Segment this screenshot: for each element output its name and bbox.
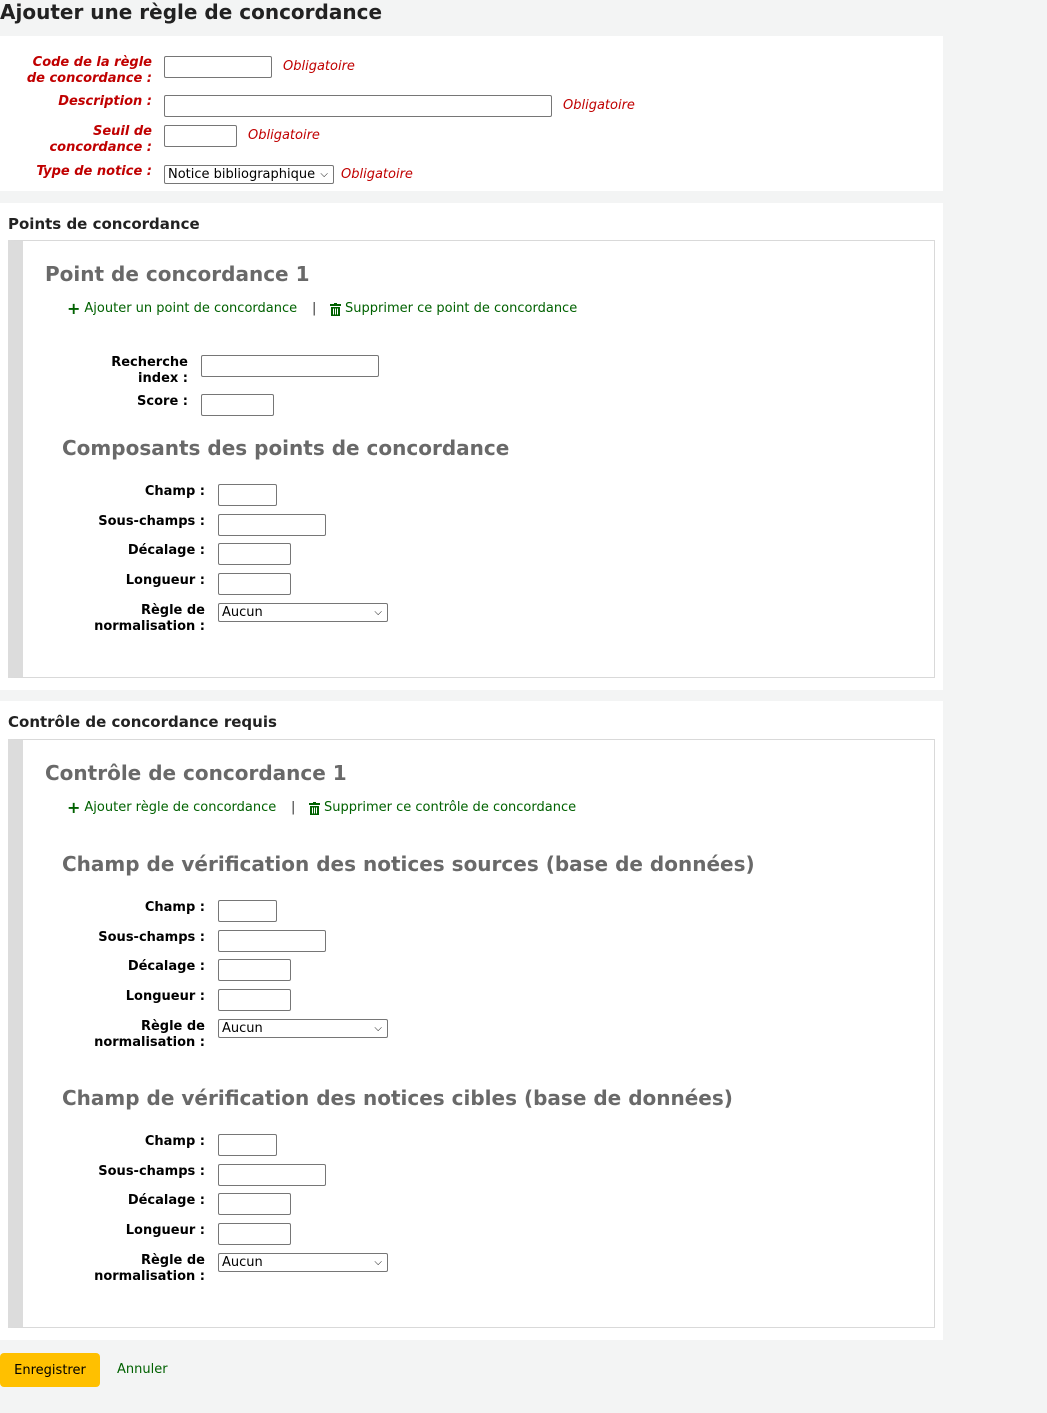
source-subfields-input[interactable]	[218, 930, 326, 952]
record-type-value: Notice bibliographique	[168, 167, 316, 182]
plus-icon: +	[67, 798, 81, 817]
search-index-input[interactable]	[201, 355, 379, 377]
source-offset-label: Décalage :	[127, 959, 205, 974]
description-input[interactable]	[164, 95, 552, 117]
chevron-down-icon: ⌵	[374, 1023, 382, 1034]
matchchecks-heading: Contrôle de concordance requis	[8, 713, 277, 731]
score-label: Score :	[137, 394, 188, 409]
subfields-input[interactable]	[218, 514, 326, 536]
score-input[interactable]	[201, 394, 274, 416]
cancel-link[interactable]: Annuler	[117, 1362, 168, 1377]
norm-label: Règle de normalisation :	[94, 603, 205, 634]
target-length-input[interactable]	[218, 1223, 291, 1245]
length-input[interactable]	[218, 573, 291, 595]
matchcheck-fieldset	[8, 739, 935, 1328]
matchpoint-fieldset	[8, 240, 935, 678]
description-required: Obligatoire	[563, 98, 635, 113]
components-heading: Composants des points de concordance	[62, 436, 510, 460]
trash-icon	[309, 802, 320, 815]
subfields-label: Sous-champs :	[98, 514, 205, 529]
code-label: Code de la règle de concordance :	[26, 55, 152, 86]
plus-icon: +	[67, 299, 81, 318]
search-index-label: Recherche index :	[111, 355, 188, 386]
norm-value: Aucun	[222, 605, 263, 620]
source-tag-label: Champ :	[144, 900, 205, 915]
tag-label: Champ :	[144, 484, 205, 499]
offset-input[interactable]	[218, 543, 291, 565]
threshold-input[interactable]	[164, 125, 237, 147]
code-required: Obligatoire	[283, 59, 355, 74]
chevron-down-icon: ⌵	[374, 1257, 382, 1268]
source-length-label: Longueur :	[125, 989, 205, 1004]
target-offset-label: Décalage :	[127, 1193, 205, 1208]
target-norm-label: Règle de normalisation :	[94, 1253, 205, 1284]
rule-panel	[0, 36, 943, 191]
matchpoint-legend: Point de concordance 1	[45, 262, 310, 286]
source-heading: Champ de vérification des notices sources (base de données)	[62, 852, 755, 876]
remove-matchcheck-link[interactable]: Supprimer ce contrôle de concordance	[309, 800, 576, 816]
add-matchcheck-link[interactable]: + Ajouter règle de concordance	[67, 798, 277, 817]
target-subfields-input[interactable]	[218, 1164, 326, 1186]
link-separator: |	[291, 800, 296, 815]
source-norm-value: Aucun	[222, 1021, 263, 1036]
offset-label: Décalage :	[127, 543, 205, 558]
source-norm-label: Règle de normalisation :	[94, 1019, 205, 1050]
source-length-input[interactable]	[218, 989, 291, 1011]
matchchecks-panel	[0, 701, 943, 1340]
length-label: Longueur :	[125, 573, 205, 588]
chevron-down-icon: ⌵	[320, 169, 328, 180]
target-offset-input[interactable]	[218, 1193, 291, 1215]
trash-icon	[330, 303, 341, 316]
matchpoints-heading: Points de concordance	[8, 215, 200, 233]
target-norm-value: Aucun	[222, 1255, 263, 1270]
norm-select[interactable]	[218, 603, 388, 622]
source-tag-input[interactable]	[218, 900, 277, 922]
target-norm-select[interactable]	[218, 1253, 388, 1272]
remove-matchpoint-link[interactable]: Supprimer ce point de concordance	[330, 301, 577, 317]
record-type-label: Type de notice :	[36, 164, 152, 179]
target-heading: Champ de vérification des notices cibles (base de données)	[62, 1086, 733, 1110]
add-matchpoint-link[interactable]: + Ajouter un point de concordance	[67, 299, 298, 318]
record-type-required: Obligatoire	[341, 167, 413, 182]
target-subfields-label: Sous-champs :	[98, 1164, 205, 1179]
source-norm-select[interactable]	[218, 1019, 388, 1038]
page-title: Ajouter une règle de concordance	[0, 0, 383, 24]
source-subfields-label: Sous-champs :	[98, 930, 205, 945]
code-input[interactable]	[164, 56, 272, 78]
target-tag-label: Champ :	[144, 1134, 205, 1149]
tag-input[interactable]	[218, 484, 277, 506]
chevron-down-icon: ⌵	[374, 607, 382, 618]
save-button[interactable]: Enregistrer	[0, 1353, 100, 1387]
threshold-label: Seuil de concordance :	[49, 124, 152, 155]
matchpoints-panel	[0, 203, 943, 690]
threshold-required: Obligatoire	[248, 128, 320, 143]
source-offset-input[interactable]	[218, 959, 291, 981]
record-type-select[interactable]	[164, 165, 334, 184]
target-tag-input[interactable]	[218, 1134, 277, 1156]
description-label: Description :	[58, 94, 152, 109]
link-separator: |	[312, 301, 317, 316]
target-length-label: Longueur :	[125, 1223, 205, 1238]
matchcheck-legend: Contrôle de concordance 1	[45, 761, 347, 785]
